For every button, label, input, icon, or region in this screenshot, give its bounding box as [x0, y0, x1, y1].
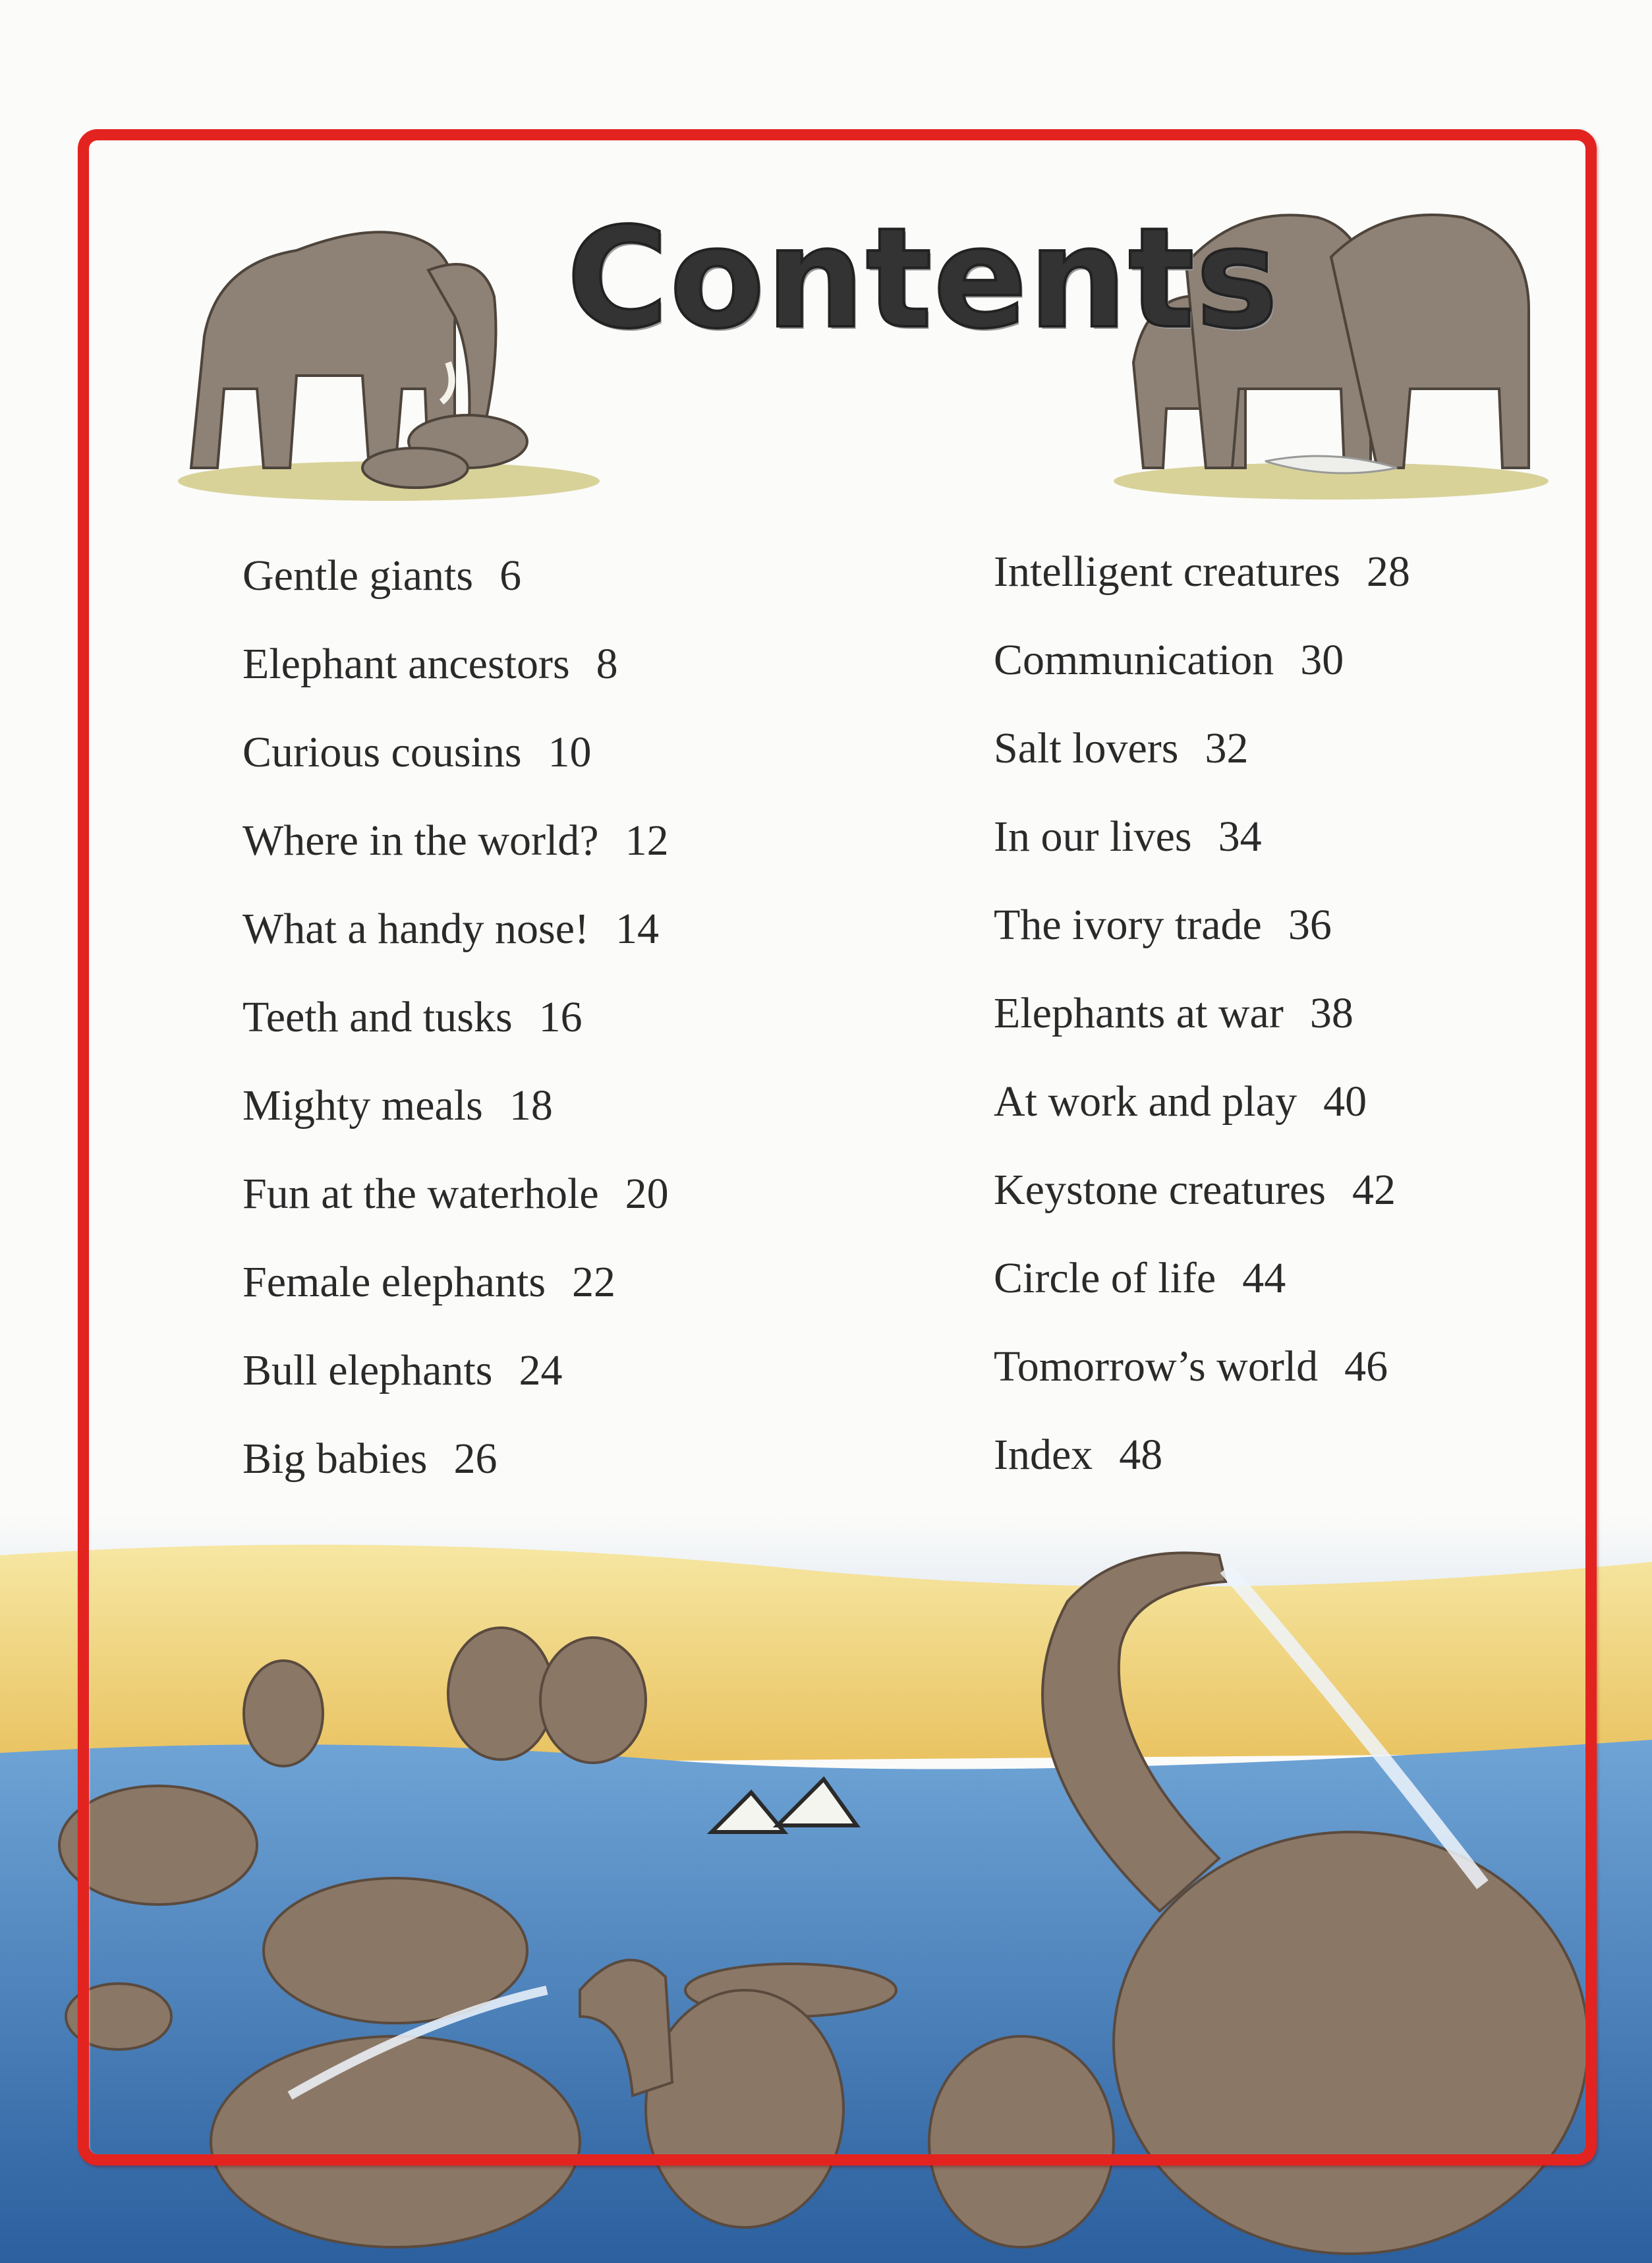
toc-entry[interactable] [994, 1342, 1388, 1392]
toc-entry-label: Mighty meals [242, 1081, 483, 1130]
toc-entry-page: 10 [548, 728, 592, 776]
toc-entry-label: Female elephants [242, 1258, 546, 1306]
toc-entry[interactable] [242, 728, 592, 778]
toc-entry[interactable] [994, 1165, 1396, 1215]
toc-entry-label: Elephants at war [994, 989, 1284, 1037]
toc-entry-label: Teeth and tusks [242, 993, 513, 1041]
toc-entry-label: What a handy nose! [242, 905, 589, 953]
toc-entry-label: Big babies [242, 1435, 428, 1483]
toc-entry-page: 40 [1323, 1077, 1367, 1126]
toc-entry-label: At work and play [994, 1077, 1297, 1126]
toc-entry-label: Bull elephants [242, 1346, 493, 1394]
toc-entry[interactable] [242, 1257, 615, 1307]
toc-entry-page: 28 [1366, 548, 1410, 596]
toc-entry-label: Communication [994, 636, 1274, 684]
toc-entry[interactable] [242, 1346, 562, 1396]
toc-entry[interactable] [994, 812, 1262, 862]
toc-entry-page: 8 [596, 640, 618, 688]
toc-entry[interactable] [994, 1077, 1367, 1127]
toc-entry-label: Salt lovers [994, 724, 1179, 772]
toc-entry-label: Intelligent creatures [994, 548, 1340, 596]
toc-entry[interactable] [994, 635, 1344, 685]
toc-entry-page: 30 [1300, 636, 1344, 684]
toc-entry[interactable] [994, 1430, 1162, 1480]
toc-entry[interactable] [994, 1253, 1286, 1303]
toc-entry-page: 44 [1242, 1254, 1286, 1302]
toc-entry-page: 22 [572, 1258, 616, 1306]
toc-entry-label: Index [994, 1431, 1093, 1479]
toc-entry-page: 20 [625, 1170, 669, 1218]
toc-entry-page: 36 [1288, 901, 1332, 949]
toc-entry-page: 16 [538, 993, 583, 1041]
toc-entry[interactable] [994, 547, 1410, 597]
toc-entry-label: Fun at the waterhole [242, 1170, 599, 1218]
toc-entry[interactable] [242, 1434, 497, 1484]
toc-entry-page: 42 [1352, 1166, 1396, 1214]
toc-entry-page: 48 [1119, 1431, 1163, 1479]
toc-entry-page: 12 [625, 816, 669, 865]
toc-entry-page: 38 [1309, 989, 1353, 1037]
toc-entry[interactable] [994, 724, 1248, 774]
toc-entry[interactable] [242, 904, 659, 954]
toc-entry-label: Circle of life [994, 1254, 1216, 1302]
toc-entry-page: 46 [1344, 1342, 1388, 1390]
toc-entry-label: Gentle giants [242, 552, 474, 600]
toc-entry-page: 14 [615, 905, 659, 953]
toc-entry[interactable] [994, 988, 1353, 1039]
toc-entry-label: The ivory trade [994, 901, 1262, 949]
toc-entry-page: 24 [519, 1346, 563, 1394]
toc-entry-page: 32 [1205, 724, 1249, 772]
toc-entry[interactable] [242, 816, 669, 866]
toc-entry[interactable] [242, 639, 618, 689]
toc-entry-page: 6 [499, 552, 522, 600]
toc-entry[interactable] [242, 1169, 669, 1219]
toc-entry-label: Tomorrow’s world [994, 1342, 1319, 1390]
toc-entry-label: Keystone creatures [994, 1166, 1326, 1214]
toc-entry-label: In our lives [994, 813, 1192, 861]
toc-entry-label: Where in the world? [242, 816, 599, 865]
page-title: Contents [567, 198, 1280, 359]
toc-entry-page: 26 [453, 1435, 498, 1483]
toc-entry[interactable] [242, 551, 521, 601]
toc-entry-page: 18 [509, 1081, 553, 1130]
toc-entry[interactable] [242, 992, 583, 1043]
toc-entry-page: 34 [1218, 813, 1262, 861]
toc-entry-label: Elephant ancestors [242, 640, 570, 688]
toc-entry-label: Curious cousins [242, 728, 522, 776]
toc-entry[interactable] [994, 900, 1332, 950]
toc-entry[interactable] [242, 1081, 553, 1131]
